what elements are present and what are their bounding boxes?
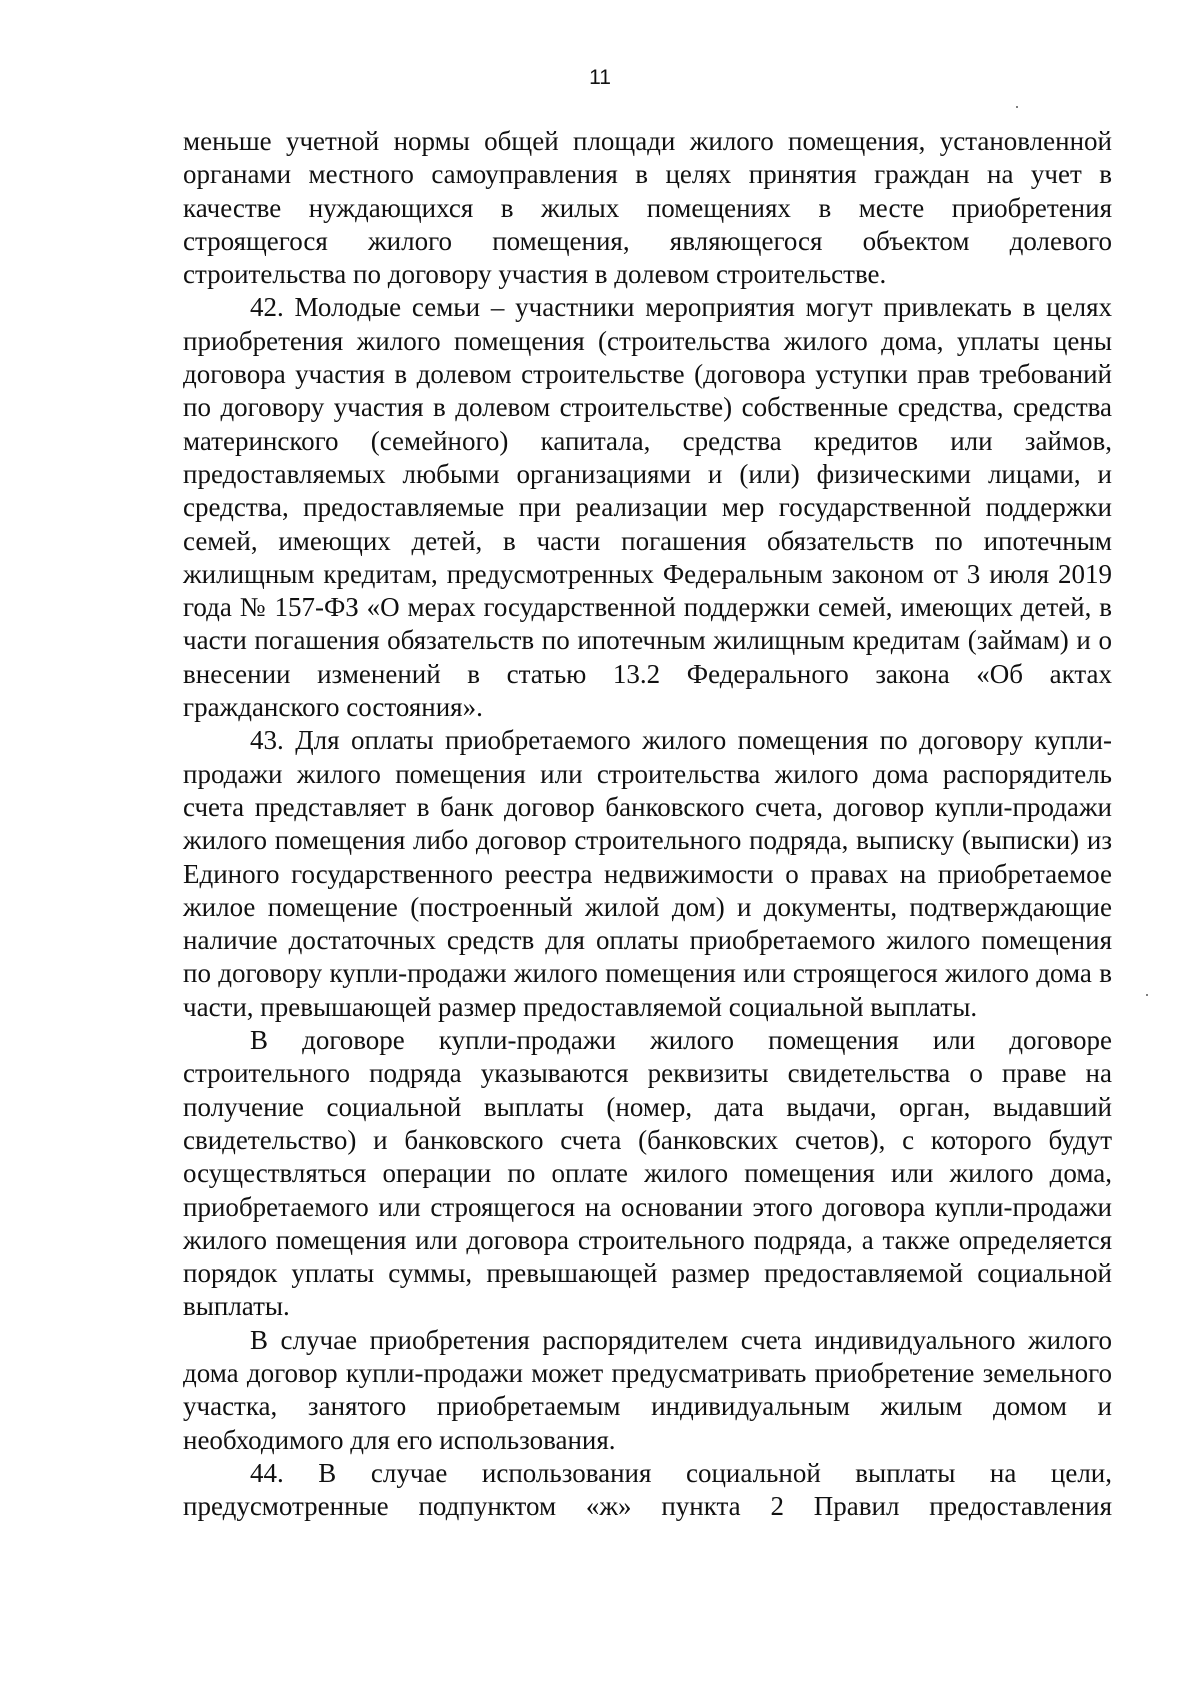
- scan-speck: [1016, 106, 1018, 108]
- paragraph-43: 43. Для оплаты приобретаемого жилого помещения по договору купли-продажи жилого помещения или строительства жилого дома распорядитель счета представляет в банк договор банковского счета, договор купли-продажи жилого помещения либо договор строительного подряда, выписку (выписки) из Единого государственного реестра недвижимости о правах на приобретаемое жилое помещение (построенный жилой дом) и документы, подтверждающие наличие достаточных средств для оплаты приобретаемого жилого помещения по договору купли-продажи жилого помещения или строящегося жилого дома в части, превышающей размер предоставляемой социальной выплаты.: [183, 725, 1112, 1022]
- document-body: [183, 125, 1112, 1523]
- paragraph-contract-details: В договоре купли-продажи жилого помещения или договоре строительного подряда указываются реквизиты свидетельства о праве на получение социальной выплаты (номер, дата выдачи, орган, выдавший свидетельство) и банковского счета (банковских счетов), с которого будут осуществляться операции по оплате жилого помещения или жилого дома, приобретаемого или строящегося на основании этого договора купли-продажи жилого помещения или договора строительного подряда, а также определяется порядок уплаты суммы, превышающей размер предоставляемой социальной выплаты.: [183, 1025, 1112, 1322]
- paragraph-42: 42. Молодые семьи – участники мероприятия могут привлекать в целях приобретения жилого помещения (строительства жилого дома, уплаты цены договора участия в долевом строительстве (договора уступки прав требований по договору участия в долевом строительстве) собственные средства, средства материнского (семейного) капитала, средства кредитов или займов, предоставляемых любыми организациями и (или) физическими лицами, и средства, предоставляемые при реализации мер государственной поддержки семей, имеющих детей, в части погашения обязательств по ипотечным жилищным кредитам, предусмотренных Федеральным законом от 3 июля 2019 года № 157-ФЗ «О мерах государственной поддержки семей, имеющих детей, в части погашения обязательств по ипотечным жилищным кредитам (займам) и о внесении изменений в статью 13.2 Федерального закона «Об актах гражданского состояния».: [183, 292, 1112, 723]
- page-number: 11: [589, 66, 611, 89]
- paragraph-continuation: меньше учетной нормы общей площади жилого помещения, установленной органами местного самоуправления в целях принятия граждан на учет в качестве нуждающихся в жилых помещениях в месте приобретения строящегося жилого помещения, являющегося объектом долевого строительства по договору участия в долевом строительстве.: [183, 126, 1112, 290]
- paragraph-land-plot: В случае приобретения распорядителем счета индивидуального жилого дома договор купли-продажи может предусматривать приобретение земельного участка, занятого приобретаемым индивидуальным жилым домом и необходимого для его использования.: [183, 1324, 1112, 1455]
- paragraph-44: 44. В случае использования социальной выплаты на цели, предусмотренные подпунктом «ж» пункта 2 Правил предоставления: [183, 1457, 1112, 1522]
- scan-speck: [1146, 994, 1148, 996]
